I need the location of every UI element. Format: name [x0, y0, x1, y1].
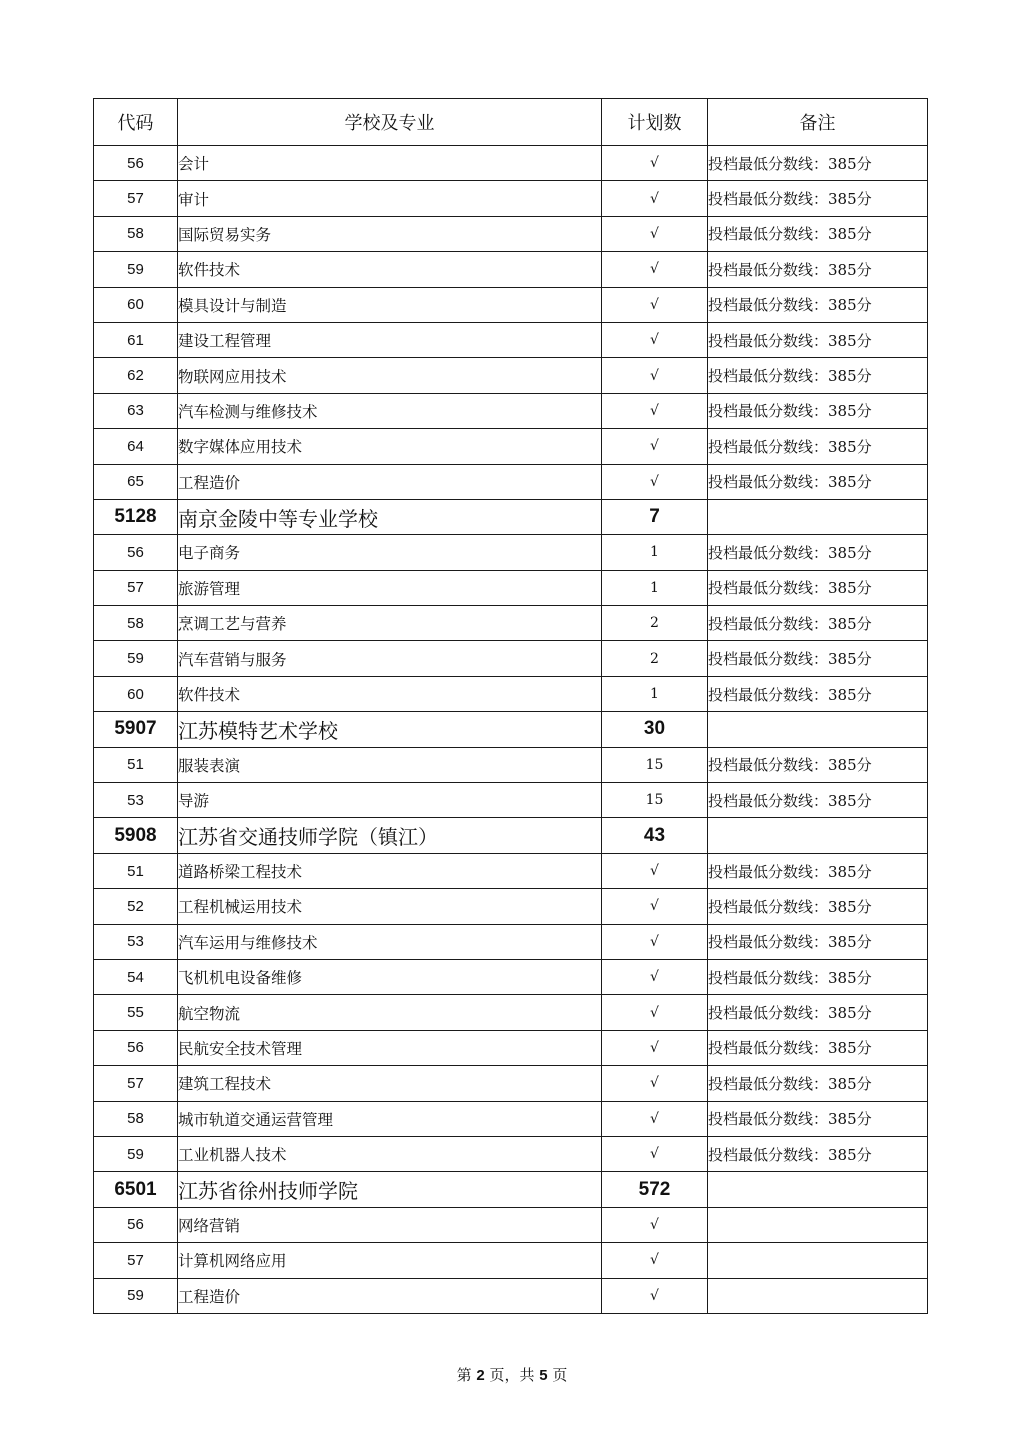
plan-count-cell: √ [602, 358, 708, 393]
remark-cell: 投档最低分数线：385分 [708, 287, 928, 322]
code-cell: 51 [94, 853, 178, 888]
code-cell: 60 [94, 287, 178, 322]
plan-count-cell: √ [602, 1101, 708, 1136]
plan-count-cell: 1 [602, 570, 708, 605]
remark-cell: 投档最低分数线：385分 [708, 1101, 928, 1136]
code-cell: 58 [94, 216, 178, 251]
major-row [94, 747, 928, 782]
name-cell: 烹调工艺与营养 [178, 606, 602, 641]
footer-prefix: 第 [456, 1366, 472, 1384]
header-code: 代码 [94, 99, 178, 146]
footer-middle: 页，共 [489, 1366, 535, 1384]
name-cell: 江苏省交通技师学院（镇江） [178, 818, 602, 853]
name-cell: 工程造价 [178, 1278, 602, 1313]
name-cell: 城市轨道交通运营管理 [178, 1101, 602, 1136]
page-footer [0, 1364, 1024, 1385]
major-row [94, 1066, 928, 1101]
plan-count-cell: √ [602, 287, 708, 322]
header-remarks: 备注 [708, 99, 928, 146]
code-cell: 65 [94, 464, 178, 499]
plan-count-cell: 15 [602, 747, 708, 782]
name-cell: 计算机网络应用 [178, 1243, 602, 1278]
remark-cell: 投档最低分数线：385分 [708, 783, 928, 818]
name-cell: 建设工程管理 [178, 322, 602, 357]
name-cell: 模具设计与制造 [178, 287, 602, 322]
name-cell: 飞机机电设备维修 [178, 959, 602, 994]
code-cell: 52 [94, 889, 178, 924]
code-cell: 5907 [94, 712, 178, 747]
code-cell: 53 [94, 783, 178, 818]
name-cell: 旅游管理 [178, 570, 602, 605]
name-cell: 软件技术 [178, 676, 602, 711]
major-row [94, 570, 928, 605]
remark-cell: 投档最低分数线：385分 [708, 464, 928, 499]
name-cell: 网络营销 [178, 1207, 602, 1242]
remark-cell: 投档最低分数线：385分 [708, 322, 928, 357]
major-row [94, 783, 928, 818]
remark-cell: 投档最低分数线：385分 [708, 393, 928, 428]
code-cell: 56 [94, 1207, 178, 1242]
plan-count-cell: √ [602, 216, 708, 251]
remark-cell: 投档最低分数线：385分 [708, 1066, 928, 1101]
code-cell: 59 [94, 252, 178, 287]
plan-count-cell: √ [602, 322, 708, 357]
code-cell: 55 [94, 995, 178, 1030]
remark-cell: 投档最低分数线：385分 [708, 216, 928, 251]
name-cell: 建筑工程技术 [178, 1066, 602, 1101]
remark-cell: 投档最低分数线：385分 [708, 252, 928, 287]
name-cell: 数字媒体应用技术 [178, 429, 602, 464]
plan-count-cell: √ [602, 995, 708, 1030]
major-row [94, 216, 928, 251]
code-cell: 62 [94, 358, 178, 393]
name-cell: 审计 [178, 181, 602, 216]
remark-cell: 投档最低分数线：385分 [708, 924, 928, 959]
major-row [94, 924, 928, 959]
name-cell: 汽车检测与维修技术 [178, 393, 602, 428]
name-cell: 航空物流 [178, 995, 602, 1030]
remark-cell: 投档最低分数线：385分 [708, 181, 928, 216]
name-cell: 导游 [178, 783, 602, 818]
code-cell: 51 [94, 747, 178, 782]
plan-count-cell: 1 [602, 676, 708, 711]
school-row [94, 818, 928, 853]
remark-cell: 投档最低分数线：385分 [708, 889, 928, 924]
code-cell: 59 [94, 1136, 178, 1171]
remark-cell: 投档最低分数线：385分 [708, 641, 928, 676]
remark-cell: 投档最低分数线：385分 [708, 429, 928, 464]
major-row [94, 641, 928, 676]
plan-count-cell: √ [602, 146, 708, 181]
remark-cell: 投档最低分数线：385分 [708, 146, 928, 181]
name-cell: 电子商务 [178, 535, 602, 570]
major-row [94, 181, 928, 216]
major-row [94, 358, 928, 393]
plan-count-cell: √ [602, 393, 708, 428]
plan-count-cell: 7 [602, 499, 708, 534]
major-row [94, 322, 928, 357]
code-cell: 5908 [94, 818, 178, 853]
code-cell: 57 [94, 1243, 178, 1278]
name-cell: 南京金陵中等专业学校 [178, 499, 602, 534]
code-cell: 59 [94, 641, 178, 676]
major-row [94, 889, 928, 924]
plan-count-cell: √ [602, 853, 708, 888]
plan-count-cell: √ [602, 1030, 708, 1065]
major-row [94, 606, 928, 641]
code-cell: 63 [94, 393, 178, 428]
major-row [94, 1207, 928, 1242]
remark-cell: 投档最低分数线：385分 [708, 606, 928, 641]
remark-cell: 投档最低分数线：385分 [708, 995, 928, 1030]
plan-count-cell: √ [602, 1243, 708, 1278]
remark-cell [708, 712, 928, 747]
code-cell: 64 [94, 429, 178, 464]
plan-count-cell: √ [602, 1207, 708, 1242]
major-row [94, 146, 928, 181]
code-cell: 60 [94, 676, 178, 711]
major-row [94, 429, 928, 464]
major-row [94, 1278, 928, 1313]
major-row [94, 535, 928, 570]
school-row [94, 1172, 928, 1207]
school-row [94, 712, 928, 747]
remark-cell [708, 1278, 928, 1313]
remark-cell: 投档最低分数线：385分 [708, 676, 928, 711]
code-cell: 58 [94, 1101, 178, 1136]
code-cell: 61 [94, 322, 178, 357]
plan-count-cell: 2 [602, 641, 708, 676]
major-row [94, 995, 928, 1030]
plan-count-cell: √ [602, 924, 708, 959]
code-cell: 57 [94, 1066, 178, 1101]
remark-cell [708, 818, 928, 853]
code-cell: 53 [94, 924, 178, 959]
plan-count-cell: 2 [602, 606, 708, 641]
remark-cell [708, 1172, 928, 1207]
remark-cell: 投档最低分数线：385分 [708, 959, 928, 994]
plan-count-cell: √ [602, 429, 708, 464]
table-header-row [94, 99, 928, 146]
code-cell: 59 [94, 1278, 178, 1313]
remark-cell: 投档最低分数线：385分 [708, 1030, 928, 1065]
plan-count-cell: 15 [602, 783, 708, 818]
remark-cell: 投档最低分数线：385分 [708, 570, 928, 605]
name-cell: 江苏模特艺术学校 [178, 712, 602, 747]
code-cell: 54 [94, 959, 178, 994]
remark-cell [708, 499, 928, 534]
major-row [94, 1101, 928, 1136]
remark-cell [708, 1243, 928, 1278]
major-row [94, 676, 928, 711]
header-school-major: 学校及专业 [178, 99, 602, 146]
table-body [94, 146, 928, 1314]
school-row [94, 499, 928, 534]
plan-count-cell: √ [602, 464, 708, 499]
plan-count-cell: 43 [602, 818, 708, 853]
name-cell: 道路桥梁工程技术 [178, 853, 602, 888]
plan-count-cell: 30 [602, 712, 708, 747]
plan-count-cell: √ [602, 181, 708, 216]
code-cell: 58 [94, 606, 178, 641]
plan-count-cell: √ [602, 1136, 708, 1171]
code-cell: 56 [94, 146, 178, 181]
plan-count-cell: √ [602, 959, 708, 994]
code-cell: 57 [94, 181, 178, 216]
major-row [94, 1030, 928, 1065]
name-cell: 江苏省徐州技师学院 [178, 1172, 602, 1207]
plan-count-cell: 572 [602, 1172, 708, 1207]
code-cell: 56 [94, 1030, 178, 1065]
remark-cell: 投档最低分数线：385分 [708, 358, 928, 393]
name-cell: 汽车运用与维修技术 [178, 924, 602, 959]
name-cell: 工业机器人技术 [178, 1136, 602, 1171]
name-cell: 物联网应用技术 [178, 358, 602, 393]
remark-cell: 投档最低分数线：385分 [708, 853, 928, 888]
major-row [94, 464, 928, 499]
plan-count-cell: √ [602, 1278, 708, 1313]
remark-cell: 投档最低分数线：385分 [708, 535, 928, 570]
name-cell: 国际贸易实务 [178, 216, 602, 251]
major-row [94, 1243, 928, 1278]
code-cell: 57 [94, 570, 178, 605]
remark-cell [708, 1207, 928, 1242]
footer-page-number: 2 [476, 1367, 485, 1384]
enrollment-plan-table [93, 98, 928, 1314]
name-cell: 软件技术 [178, 252, 602, 287]
footer-total-pages: 5 [539, 1367, 548, 1384]
code-cell: 6501 [94, 1172, 178, 1207]
major-row [94, 1136, 928, 1171]
remark-cell: 投档最低分数线：385分 [708, 1136, 928, 1171]
name-cell: 民航安全技术管理 [178, 1030, 602, 1065]
name-cell: 汽车营销与服务 [178, 641, 602, 676]
major-row [94, 252, 928, 287]
major-row [94, 853, 928, 888]
code-cell: 56 [94, 535, 178, 570]
name-cell: 工程造价 [178, 464, 602, 499]
code-cell: 5128 [94, 499, 178, 534]
major-row [94, 287, 928, 322]
major-row [94, 959, 928, 994]
plan-count-cell: 1 [602, 535, 708, 570]
plan-count-cell: √ [602, 889, 708, 924]
name-cell: 工程机械运用技术 [178, 889, 602, 924]
plan-count-cell: √ [602, 252, 708, 287]
name-cell: 会计 [178, 146, 602, 181]
major-row [94, 393, 928, 428]
name-cell: 服装表演 [178, 747, 602, 782]
remark-cell: 投档最低分数线：385分 [708, 747, 928, 782]
plan-count-cell: √ [602, 1066, 708, 1101]
header-plan-count: 计划数 [602, 99, 708, 146]
footer-suffix: 页 [552, 1366, 568, 1384]
